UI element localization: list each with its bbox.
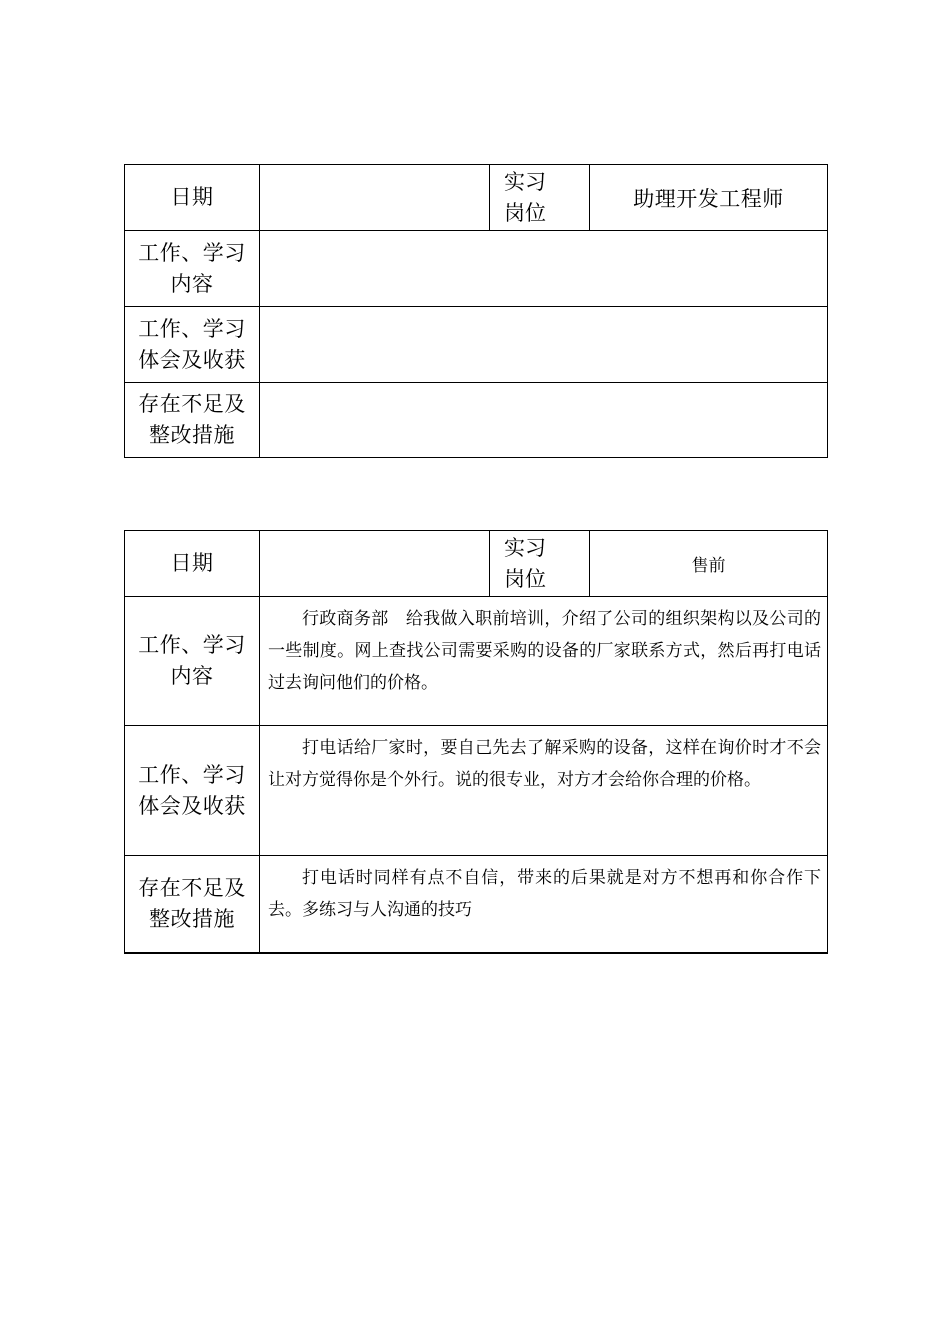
shortcomings-label bbox=[125, 383, 260, 458]
shortcomings-label-line1: 存在不足及 bbox=[138, 875, 246, 900]
experience-row bbox=[125, 726, 828, 856]
experience-row bbox=[125, 307, 828, 383]
post-label bbox=[490, 531, 590, 597]
experience-label-line2: 体会及收获 bbox=[138, 347, 246, 372]
post-label-line1: 实习 bbox=[504, 169, 546, 194]
work-content-label-line2: 内容 bbox=[170, 271, 214, 296]
shortcomings-row bbox=[125, 856, 828, 953]
shortcomings-value: 打电话时同样有点不自信，带来的后果就是对方不想再和你合作下去。多练习与人沟通的技巧 bbox=[260, 856, 828, 953]
date-label: 日期 bbox=[125, 165, 260, 231]
daily-log-table-1 bbox=[124, 164, 828, 458]
experience-label-line1: 工作、学习 bbox=[138, 316, 246, 341]
header-row bbox=[125, 165, 828, 231]
shortcomings-label bbox=[125, 856, 260, 953]
date-value bbox=[260, 531, 490, 597]
work-content-label-line1: 工作、学习 bbox=[138, 240, 246, 265]
shortcomings-value bbox=[260, 383, 828, 458]
date-value bbox=[260, 165, 490, 231]
work-content-value bbox=[260, 231, 828, 307]
work-content-row bbox=[125, 231, 828, 307]
experience-label bbox=[125, 307, 260, 383]
date-label: 日期 bbox=[125, 531, 260, 597]
work-content-label bbox=[125, 231, 260, 307]
work-content-value: 行政商务部 给我做入职前培训，介绍了公司的组织架构以及公司的一些制度。网上查找公司需要采购的设备的厂家联系方式，然后再打电话过去询问他们的价格。 bbox=[260, 597, 828, 726]
post-label bbox=[490, 165, 590, 231]
post-label-line2: 岗位 bbox=[504, 566, 546, 591]
post-label-line1: 实习 bbox=[504, 535, 546, 560]
shortcomings-row bbox=[125, 383, 828, 458]
post-label-line2: 岗位 bbox=[504, 200, 546, 225]
experience-value bbox=[260, 307, 828, 383]
work-content-label-line1: 工作、学习 bbox=[138, 633, 246, 657]
experience-label-line1: 工作、学习 bbox=[138, 762, 246, 787]
daily-log-table-2 bbox=[124, 530, 828, 954]
work-content-row bbox=[125, 597, 828, 726]
experience-label bbox=[125, 726, 260, 856]
shortcomings-label-line2: 整改措施 bbox=[149, 423, 235, 447]
shortcomings-label-line1: 存在不足及 bbox=[138, 392, 246, 416]
work-content-label bbox=[125, 597, 260, 726]
experience-value: 打电话给厂家时，要自己先去了解采购的设备，这样在询价时才不会让对方觉得你是个外行。说的很专业，对方才会给你合理的价格。 bbox=[260, 726, 828, 856]
experience-label-line2: 体会及收获 bbox=[138, 793, 246, 818]
post-value: 助理开发工程师 bbox=[590, 165, 828, 231]
header-row bbox=[125, 531, 828, 597]
shortcomings-label-line2: 整改措施 bbox=[149, 906, 235, 931]
post-value: 售前 bbox=[590, 531, 828, 597]
work-content-label-line2: 内容 bbox=[170, 664, 214, 688]
